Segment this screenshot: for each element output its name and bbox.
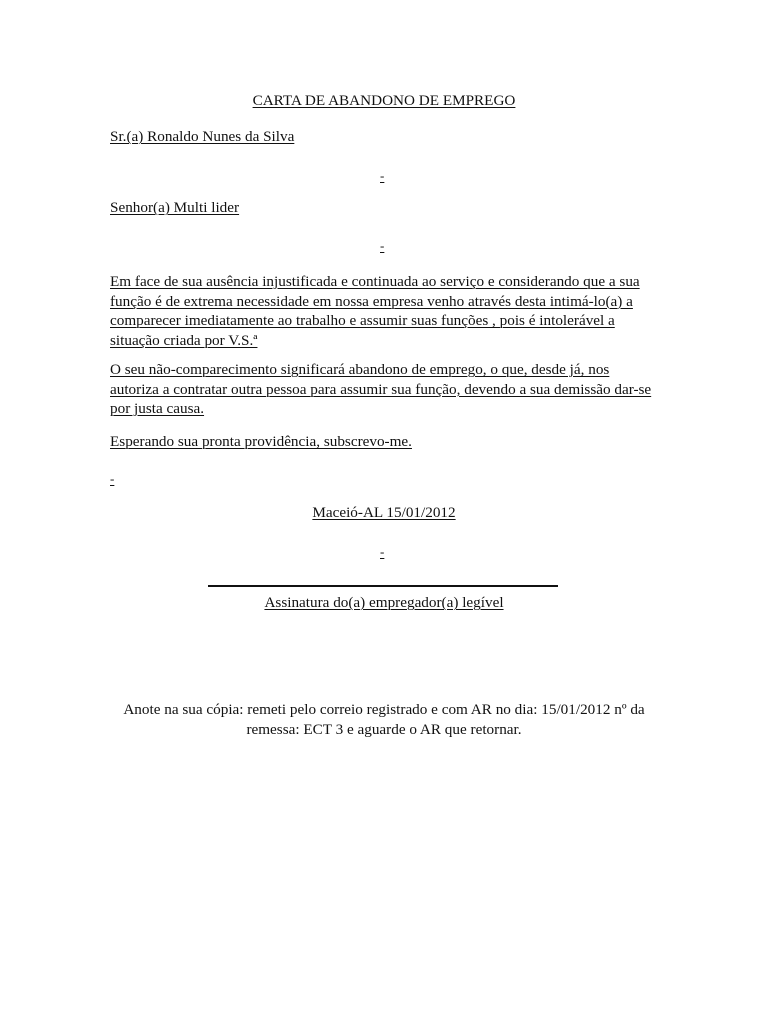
separator-dash: -: [380, 544, 385, 559]
place-and-date: Maceió-AL 15/01/2012: [312, 504, 456, 521]
closing-line: Esperando sua pronta providência, subscrevo-me.: [110, 433, 412, 450]
separator-dash: -: [110, 471, 115, 486]
letter-title: CARTA DE ABANDONO DE EMPREGO: [252, 92, 516, 109]
body-paragraph-consequence: O seu não-comparecimento significará abandono de emprego, o que, desde já, nos autoriza a contratar outra pessoa para assumir sua função, devendo a sua demissão dar-se por justa causa.: [110, 361, 652, 417]
salutation-line: Senhor(a) Multi lider: [110, 199, 240, 216]
mailing-note-line-1: Anote na sua cópia: remeti pelo correio registrado e com AR no dia: 15/01/2012 nº da: [123, 701, 645, 718]
separator-dash: -: [380, 238, 385, 253]
recipient-line: Sr.(a) Ronaldo Nunes da Silva: [110, 128, 295, 145]
separator-dash: -: [380, 168, 385, 183]
mailing-note-line-2: remessa: ECT 3 e aguarde o AR que retornar.: [246, 720, 522, 738]
signature-label: Assinatura do(a) empregador(a) legível: [264, 594, 504, 611]
mailing-note: [60, 700, 708, 739]
signature-line: [208, 585, 558, 587]
body-paragraph-summons: Em face de sua ausência injustificada e continuada ao serviço e considerando que a sua função é de extrema necessidade em nossa empresa venho através desta intimá-lo(a) a comparecer imediatamente ao trabalho e assumir suas funções , pois é intolerável a situação criada por V.S.ª: [110, 273, 640, 349]
